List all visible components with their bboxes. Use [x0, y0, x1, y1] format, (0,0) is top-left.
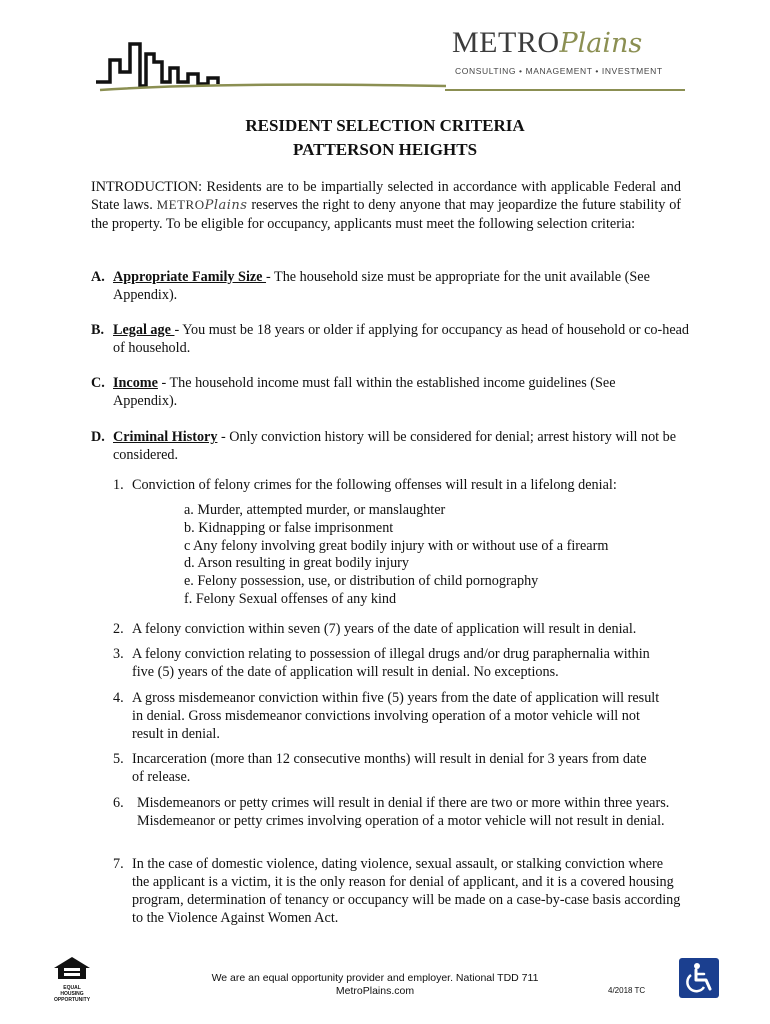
item-text: Misdemeanors or petty crimes will result in denial if there are two or more within three years. Misdemeanor or petty crimes involving operation of a motor vehicle will not result in denial.: [137, 795, 670, 829]
logo-underline-icon: [445, 88, 685, 92]
subitem-c: c Any felony involving great bodily injury with or without use of a firearm: [184, 538, 609, 554]
section-heading: Income: [113, 375, 158, 391]
page-title: RESIDENT SELECTION CRITERIA: [245, 116, 525, 135]
equal-housing-icon: [52, 956, 92, 980]
criminal-item-1: [113, 476, 688, 494]
criminal-item-3: [113, 645, 653, 681]
skyline-logo-icon: [96, 38, 446, 92]
section-a: [91, 268, 691, 304]
inline-metroplains-logo: [157, 197, 248, 212]
item-number: 5.: [113, 751, 124, 767]
section-b: [91, 321, 691, 357]
item-text: A felony conviction relating to possession of illegal drugs and/or drug paraphernalia within five (5) years of the date of application will result in denial. No exceptions.: [132, 646, 650, 680]
eho-text-2: OPPORTUNITY: [53, 997, 91, 1003]
section-letter: D.: [91, 429, 105, 445]
item-number: 4.: [113, 690, 124, 706]
item-text: A gross misdemeanor conviction within five (5) years from the date of application will result in denial. Gross misdemeanor convictions involving operation of a motor vehicle will not result in denial.: [132, 690, 660, 742]
item-text: In the case of domestic violence, dating violence, sexual assault, or stalking conviction where the applicant is a victim, it is the only reason for denial of applicant, and it is a covered housing program, determination of tenancy or occupancy will be made on a case-by-case basis according to the Violence Against Women Act.: [132, 856, 681, 926]
introduction-paragraph: [91, 178, 681, 233]
section-text: - The household size must be appropriate for the unit available (See Appendix).: [113, 269, 650, 303]
item-number: 6.: [113, 795, 124, 811]
item-number: 1.: [113, 477, 124, 493]
section-text: - You must be 18 years or older if applying for occupancy as head of household or co-head of household.: [113, 322, 690, 356]
section-c: [91, 374, 631, 410]
criminal-item-2: [113, 620, 688, 638]
inline-logo-metro: METRO: [156, 197, 205, 212]
intro-text-1: INTRODUCTION: Residents are to be impartially selected in accordance with applicable Federal and State laws.: [91, 179, 681, 213]
criminal-item-5: [113, 750, 658, 786]
subitem-f: f. Felony Sexual offenses of any kind: [184, 591, 397, 607]
criminal-item-7: [113, 855, 681, 927]
equal-housing-logo: [52, 956, 92, 1003]
item-number: 7.: [113, 856, 124, 872]
footer-text: [205, 972, 545, 998]
subitem-e: e. Felony possession, use, or distribution of child pornography: [184, 573, 539, 589]
logo-tagline: CONSULTING • MANAGEMENT • INVESTMENT: [455, 66, 663, 76]
eho-text-1: EQUAL HOUSING: [60, 985, 84, 997]
section-heading: Appropriate Family Size: [113, 269, 267, 285]
wheelchair-icon: [679, 958, 719, 998]
footer-website: MetroPlains.com: [335, 985, 415, 997]
item-number: 3.: [113, 646, 124, 662]
document-code: 4/2018 TC: [608, 986, 646, 995]
item-text: Incarceration (more than 12 consecutive months) will result in denial for 3 years from date of release.: [132, 751, 647, 785]
section-heading: Criminal History: [113, 429, 218, 445]
subitem-d: d. Arson resulting in great bodily injury: [184, 555, 410, 571]
criminal-item-6: [113, 794, 683, 830]
section-d: [91, 428, 691, 464]
section-heading: Legal age: [113, 322, 175, 338]
item-text: A felony conviction within seven (7) years of the date of application will result in denial.: [132, 621, 637, 637]
section-letter: C.: [91, 375, 105, 391]
subitem-a: a. Murder, attempted murder, or manslaughter: [184, 502, 446, 518]
footer-line-1: We are an equal opportunity provider and employer. National TDD 711: [211, 972, 539, 984]
logo-plains-text: Plains: [559, 28, 643, 59]
section-letter: B.: [91, 322, 105, 338]
intro-text-2: reserves the right to deny anyone that may jeopardize the future stability of the property. To be eligible for occupancy, applicants must meet the following selection criteria:: [91, 197, 682, 232]
property-name: PATTERSON HEIGHTS: [292, 140, 478, 159]
section-text: - The household income must fall within the established income guidelines (See Appendix).: [113, 375, 616, 409]
criminal-item-4: [113, 689, 668, 743]
metroplains-logo: [452, 26, 682, 60]
accessibility-logo: [679, 958, 719, 998]
inline-logo-plains: Plains: [204, 198, 248, 213]
logo-metro-text: METRO: [452, 26, 560, 59]
section-text: - Only conviction history will be considered for denial; arrest history will not be considered.: [113, 429, 677, 463]
section-letter: A.: [91, 269, 105, 285]
subitem-b: b. Kidnapping or false imprisonment: [184, 520, 394, 536]
item-number: 2.: [113, 621, 124, 637]
item-text: Conviction of felony crimes for the following offenses will result in a lifelong denial:: [132, 477, 617, 493]
